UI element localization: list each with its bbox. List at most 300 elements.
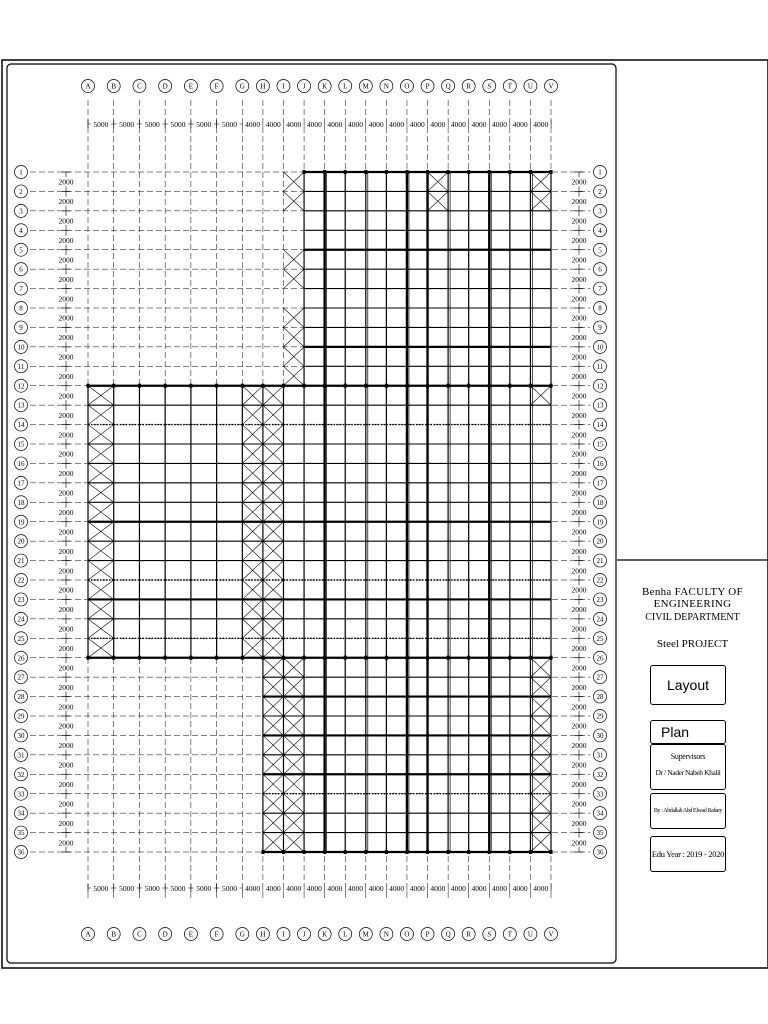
column-marker [550, 656, 553, 660]
column-label-bottom: M [362, 930, 369, 939]
row-label-left: 25 [17, 634, 25, 643]
column-spacing-label: 5000 [170, 884, 186, 893]
column-label-bottom: V [548, 930, 554, 939]
row-spacing-label: 2000 [58, 449, 74, 459]
column-spacing-label: 5000 [144, 884, 160, 893]
row-label-left: 28 [17, 693, 25, 702]
column-marker [426, 656, 429, 660]
column-marker [385, 850, 388, 854]
row-label-left: 16 [17, 460, 25, 469]
column-label-top: R [466, 82, 472, 91]
column-marker [508, 850, 511, 854]
column-marker [467, 170, 470, 174]
column-spacing-label: 4000 [512, 884, 528, 893]
column-marker [426, 850, 429, 854]
row-label-left: 26 [17, 654, 25, 663]
row-spacing-label: 2000 [571, 508, 587, 517]
row-label-right: 24 [596, 615, 604, 624]
column-label-top: I [282, 82, 285, 91]
column-label-bottom: C [137, 930, 142, 939]
column-marker [447, 384, 450, 388]
row-label-right: 18 [596, 498, 604, 507]
column-label-top: U [527, 82, 533, 91]
row-label-right: 5 [598, 246, 602, 255]
column-spacing-label: 4000 [286, 120, 302, 129]
column-marker [550, 850, 553, 854]
row-label-right: 17 [596, 479, 604, 488]
column-marker [261, 656, 264, 660]
row-label-right: 14 [596, 421, 604, 430]
row-spacing-label: 2000 [571, 585, 587, 595]
column-marker [529, 384, 532, 388]
row-spacing-label: 2000 [58, 216, 74, 226]
row-spacing-label: 2000 [571, 527, 587, 537]
row-label-left: 10 [17, 343, 25, 352]
column-marker [529, 656, 532, 660]
column-label-top: H [260, 82, 266, 91]
column-label-bottom: K [322, 930, 328, 939]
row-label-right: 22 [596, 576, 604, 585]
column-spacing-label: 4000 [512, 120, 528, 129]
column-marker [189, 656, 192, 660]
row-spacing-label: 2000 [571, 818, 587, 828]
row-spacing-label: 2000 [58, 391, 74, 401]
column-spacing-label: 4000 [327, 884, 343, 893]
column-marker [323, 384, 326, 388]
column-marker [303, 384, 306, 388]
column-marker [303, 656, 306, 660]
row-spacing-label: 2000 [571, 430, 587, 440]
column-marker [364, 170, 367, 174]
row-spacing-label: 2000 [58, 818, 74, 828]
row-spacing-label: 2000 [571, 780, 587, 789]
column-spacing-label: 5000 [196, 120, 212, 129]
row-spacing-label: 2000 [571, 236, 587, 245]
row-spacing-label: 2000 [58, 469, 74, 479]
row-label-left: 22 [17, 576, 25, 585]
column-spacing-label: 4000 [492, 884, 508, 893]
column-label-bottom: H [260, 930, 266, 939]
column-spacing-label: 5000 [221, 884, 237, 893]
column-label-bottom: P [425, 930, 430, 939]
column-spacing-label: 4000 [265, 884, 281, 893]
row-spacing-label: 2000 [58, 430, 74, 440]
row-spacing-label: 2000 [58, 236, 74, 245]
column-marker [364, 384, 367, 388]
column-label-top: Q [445, 82, 451, 91]
column-marker [112, 656, 115, 660]
row-spacing-label: 2000 [571, 760, 587, 770]
column-marker [508, 170, 511, 174]
column-marker [447, 170, 450, 174]
row-label-right: 20 [596, 537, 604, 546]
row-spacing-label: 2000 [58, 255, 74, 265]
column-marker [405, 384, 408, 388]
faculty-title: Benha FACULTY OF ENGINEERING [642, 586, 743, 610]
row-label-left: 23 [17, 596, 25, 605]
row-label-right: 26 [596, 654, 604, 663]
column-marker [488, 656, 491, 660]
column-spacing-label: 4000 [492, 120, 508, 129]
column-label-bottom: Q [445, 930, 451, 939]
column-marker [323, 656, 326, 660]
row-label-left: 18 [17, 498, 25, 507]
row-label-right: 21 [596, 557, 604, 566]
column-marker [467, 656, 470, 660]
row-label-left: 7 [19, 285, 23, 294]
row-spacing-label: 2000 [58, 294, 74, 304]
column-label-top: G [239, 82, 245, 91]
row-label-right: 36 [596, 848, 604, 857]
column-marker [550, 170, 553, 174]
row-label-left: 14 [17, 421, 25, 430]
row-label-right: 1 [598, 168, 602, 177]
row-spacing-label: 2000 [571, 663, 587, 673]
row-spacing-label: 2000 [58, 508, 74, 517]
column-spacing-label: 4000 [450, 120, 466, 129]
column-label-bottom: O [404, 930, 410, 939]
plan-label: Plan [650, 720, 726, 744]
row-label-right: 28 [596, 693, 604, 702]
row-label-left: 17 [17, 479, 25, 488]
row-spacing-label: 2000 [58, 585, 74, 595]
column-marker [426, 170, 429, 174]
row-label-right: 3 [598, 207, 602, 216]
column-marker [488, 170, 491, 174]
column-marker [323, 850, 326, 854]
column-marker [508, 656, 511, 660]
column-spacing-label: 4000 [409, 884, 425, 893]
column-marker [405, 656, 408, 660]
column-marker [488, 850, 491, 854]
row-label-left: 2 [19, 188, 23, 197]
row-spacing-label: 2000 [571, 469, 587, 479]
drawing-frame [7, 64, 616, 963]
column-spacing-label: 4000 [430, 884, 446, 893]
column-marker [405, 170, 408, 174]
column-marker [467, 850, 470, 854]
row-spacing-label: 2000 [58, 566, 74, 576]
column-spacing-label: 4000 [409, 120, 425, 129]
column-label-bottom: R [466, 930, 472, 939]
column-spacing-label: 5000 [93, 884, 109, 893]
row-label-left: 33 [17, 790, 25, 799]
row-label-right: 11 [596, 362, 604, 371]
column-marker [303, 170, 306, 174]
column-marker [138, 384, 141, 388]
department-title: CIVIL DEPARTMENT [645, 612, 740, 623]
row-label-left: 4 [19, 226, 23, 235]
row-spacing-label: 2000 [58, 313, 74, 323]
row-label-left: 15 [17, 440, 25, 449]
column-marker [215, 384, 218, 388]
column-marker [385, 656, 388, 660]
row-label-left: 30 [17, 732, 25, 741]
column-marker [164, 656, 167, 660]
row-label-left: 35 [17, 829, 25, 838]
row-label-left: 21 [17, 557, 25, 566]
column-spacing-label: 4000 [327, 120, 343, 129]
row-label-right: 31 [596, 751, 604, 760]
column-spacing-label: 5000 [196, 884, 212, 893]
row-label-right: 12 [596, 382, 604, 391]
column-label-top: E [188, 82, 194, 91]
row-label-right: 35 [596, 829, 604, 838]
row-spacing-label: 2000 [571, 177, 587, 187]
layout-label: Layout [650, 665, 726, 705]
row-label-right: 25 [596, 634, 604, 643]
row-spacing-label: 2000 [571, 644, 587, 653]
row-label-left: 6 [19, 265, 23, 274]
row-label-right: 27 [596, 673, 604, 682]
column-marker [447, 656, 450, 660]
column-marker [261, 850, 264, 854]
column-marker [241, 656, 244, 660]
row-spacing-label: 2000 [571, 197, 587, 207]
column-label-bottom: D [162, 930, 168, 939]
column-marker [112, 384, 115, 388]
row-spacing-label: 2000 [571, 410, 587, 420]
supervisors-label: Supervisors [670, 752, 706, 761]
column-label-top: M [362, 82, 369, 91]
column-label-bottom: E [188, 930, 194, 939]
row-spacing-label: 2000 [58, 799, 74, 809]
row-spacing-label: 2000 [571, 488, 587, 498]
row-label-left: 3 [19, 207, 23, 216]
row-label-right: 9 [598, 324, 602, 333]
column-marker [261, 384, 264, 388]
row-label-right: 32 [596, 770, 604, 779]
row-spacing-label: 2000 [571, 741, 587, 751]
row-label-left: 31 [17, 751, 25, 760]
row-label-right: 2 [598, 188, 602, 197]
column-label-top: C [137, 82, 142, 91]
column-label-bottom: A [85, 930, 91, 939]
column-spacing-label: 4000 [471, 120, 487, 129]
row-label-right: 8 [598, 304, 602, 313]
row-label-right: 13 [596, 401, 604, 410]
column-spacing-label: 4000 [245, 120, 261, 129]
row-label-left: 27 [17, 673, 25, 682]
row-spacing-label: 2000 [58, 410, 74, 420]
row-label-left: 29 [17, 712, 25, 721]
column-label-top: D [162, 82, 168, 91]
column-label-bottom: N [383, 930, 389, 939]
row-spacing-label: 2000 [571, 372, 587, 381]
column-marker [447, 850, 450, 854]
row-spacing-label: 2000 [58, 682, 74, 692]
column-spacing-label: 5000 [144, 120, 160, 129]
row-spacing-label: 2000 [571, 682, 587, 692]
row-spacing-label: 2000 [58, 741, 74, 751]
row-spacing-label: 2000 [58, 760, 74, 770]
column-spacing-label: 4000 [471, 884, 487, 893]
column-marker [303, 850, 306, 854]
column-marker [467, 384, 470, 388]
row-label-left: 5 [19, 246, 23, 255]
row-label-right: 19 [596, 518, 604, 527]
row-spacing-label: 2000 [58, 546, 74, 556]
column-label-top: T [507, 82, 512, 91]
column-spacing-label: 4000 [450, 884, 466, 893]
row-spacing-label: 2000 [571, 391, 587, 401]
column-label-bottom: U [527, 930, 533, 939]
column-marker [241, 384, 244, 388]
row-spacing-label: 2000 [571, 333, 587, 343]
column-label-bottom: F [214, 930, 219, 939]
row-spacing-label: 2000 [58, 644, 74, 653]
column-marker [550, 384, 553, 388]
column-marker [344, 384, 347, 388]
row-spacing-label: 2000 [58, 605, 74, 615]
row-spacing-label: 2000 [58, 197, 74, 207]
column-marker [87, 656, 90, 660]
row-spacing-label: 2000 [58, 663, 74, 673]
row-spacing-label: 2000 [58, 488, 74, 498]
column-label-bottom: T [507, 930, 512, 939]
project-title: Steel PROJECT [656, 638, 729, 650]
column-spacing-label: 4000 [348, 884, 364, 893]
row-label-left: 19 [17, 518, 25, 527]
column-spacing-label: 4000 [348, 120, 364, 129]
column-spacing-label: 5000 [119, 120, 135, 129]
column-label-top: K [322, 82, 328, 91]
column-spacing-label: 4000 [245, 884, 261, 893]
title-block [617, 560, 768, 900]
column-label-bottom: L [343, 930, 348, 939]
column-marker [282, 850, 285, 854]
row-spacing-label: 2000 [58, 624, 74, 634]
column-label-bottom: S [487, 930, 492, 939]
column-marker [529, 850, 532, 854]
row-spacing-label: 2000 [58, 527, 74, 537]
row-label-left: 24 [17, 615, 25, 624]
row-label-right: 33 [596, 790, 604, 799]
column-marker [488, 384, 491, 388]
column-label-top: V [548, 82, 554, 91]
row-label-right: 30 [596, 732, 604, 741]
column-label-top: O [404, 82, 410, 91]
column-marker [215, 656, 218, 660]
row-label-left: 1 [19, 168, 23, 177]
column-marker [405, 850, 408, 854]
row-label-right: 15 [596, 440, 604, 449]
row-spacing-label: 2000 [571, 721, 587, 731]
column-marker [189, 384, 192, 388]
column-label-bottom: G [239, 930, 245, 939]
row-label-right: 7 [598, 285, 602, 294]
row-spacing-label: 2000 [58, 702, 74, 712]
column-spacing-label: 4000 [430, 120, 446, 129]
row-spacing-label: 2000 [571, 566, 587, 576]
column-label-top: L [343, 82, 348, 91]
row-spacing-label: 2000 [571, 294, 587, 304]
row-label-left: 8 [19, 304, 23, 313]
row-spacing-label: 2000 [571, 624, 587, 634]
column-marker [344, 656, 347, 660]
steel-frame [87, 170, 553, 854]
row-spacing-label: 2000 [571, 449, 587, 459]
column-spacing-label: 4000 [265, 120, 281, 129]
row-label-right: 34 [596, 809, 604, 818]
row-spacing-label: 2000 [571, 216, 587, 226]
column-marker [282, 384, 285, 388]
row-spacing-label: 2000 [58, 721, 74, 731]
supervisor-name: Dr / Nader Nabeh Khalil [655, 768, 721, 777]
row-label-left: 13 [17, 401, 25, 410]
row-spacing-label: 2000 [58, 177, 74, 187]
row-spacing-label: 2000 [571, 255, 587, 265]
column-spacing-label: 4000 [368, 884, 384, 893]
row-spacing-label: 2000 [58, 274, 74, 284]
column-spacing-label: 4000 [533, 884, 549, 893]
row-label-right: 10 [596, 343, 604, 352]
column-spacing-label: 4000 [389, 120, 405, 129]
column-label-bottom: I [282, 930, 285, 939]
row-spacing-label: 2000 [58, 333, 74, 343]
row-label-right: 23 [596, 596, 604, 605]
column-spacing-label: 5000 [119, 884, 135, 893]
row-spacing-label: 2000 [571, 546, 587, 556]
column-spacing-label: 4000 [306, 120, 322, 129]
column-spacing-label: 4000 [306, 884, 322, 893]
supervisors-box [650, 744, 726, 790]
row-label-right: 29 [596, 712, 604, 721]
dimension-lines [57, 120, 588, 893]
row-spacing-label: 2000 [58, 838, 74, 848]
row-spacing-label: 2000 [58, 372, 74, 381]
row-spacing-label: 2000 [571, 838, 587, 848]
column-spacing-label: 5000 [93, 120, 109, 129]
column-marker [508, 384, 511, 388]
row-label-left: 9 [19, 324, 23, 333]
column-spacing-label: 5000 [221, 120, 237, 129]
column-spacing-label: 4000 [286, 884, 302, 893]
column-spacing-label: 4000 [368, 120, 384, 129]
row-spacing-label: 2000 [571, 274, 587, 284]
edu-year-box: Edu Year : 2019 - 2020 [650, 836, 726, 872]
row-label-left: 20 [17, 537, 25, 546]
column-marker [364, 656, 367, 660]
row-spacing-label: 2000 [58, 780, 74, 789]
column-spacing-label: 4000 [533, 120, 549, 129]
row-spacing-label: 2000 [571, 352, 587, 362]
column-marker [529, 170, 532, 174]
author-box: By : Abdallah Abd Elwad Rafaey [650, 793, 726, 829]
column-marker [344, 850, 347, 854]
column-label-bottom: J [302, 930, 306, 939]
row-label-right: 16 [596, 460, 604, 469]
column-marker [364, 850, 367, 854]
row-label-left: 11 [17, 362, 25, 371]
row-spacing-label: 2000 [571, 799, 587, 809]
column-marker [385, 170, 388, 174]
row-spacing-label: 2000 [58, 352, 74, 362]
column-label-top: S [487, 82, 492, 91]
row-spacing-label: 2000 [571, 605, 587, 615]
column-label-top: N [383, 82, 389, 91]
row-label-left: 12 [17, 382, 25, 391]
column-marker [323, 170, 326, 174]
row-label-left: 36 [17, 848, 25, 857]
column-spacing-label: 5000 [170, 120, 186, 129]
column-label-top: P [425, 82, 430, 91]
column-label-bottom: B [111, 930, 117, 939]
column-label-top: J [302, 82, 306, 91]
column-marker [282, 656, 285, 660]
column-marker [87, 384, 90, 388]
row-spacing-label: 2000 [571, 313, 587, 323]
